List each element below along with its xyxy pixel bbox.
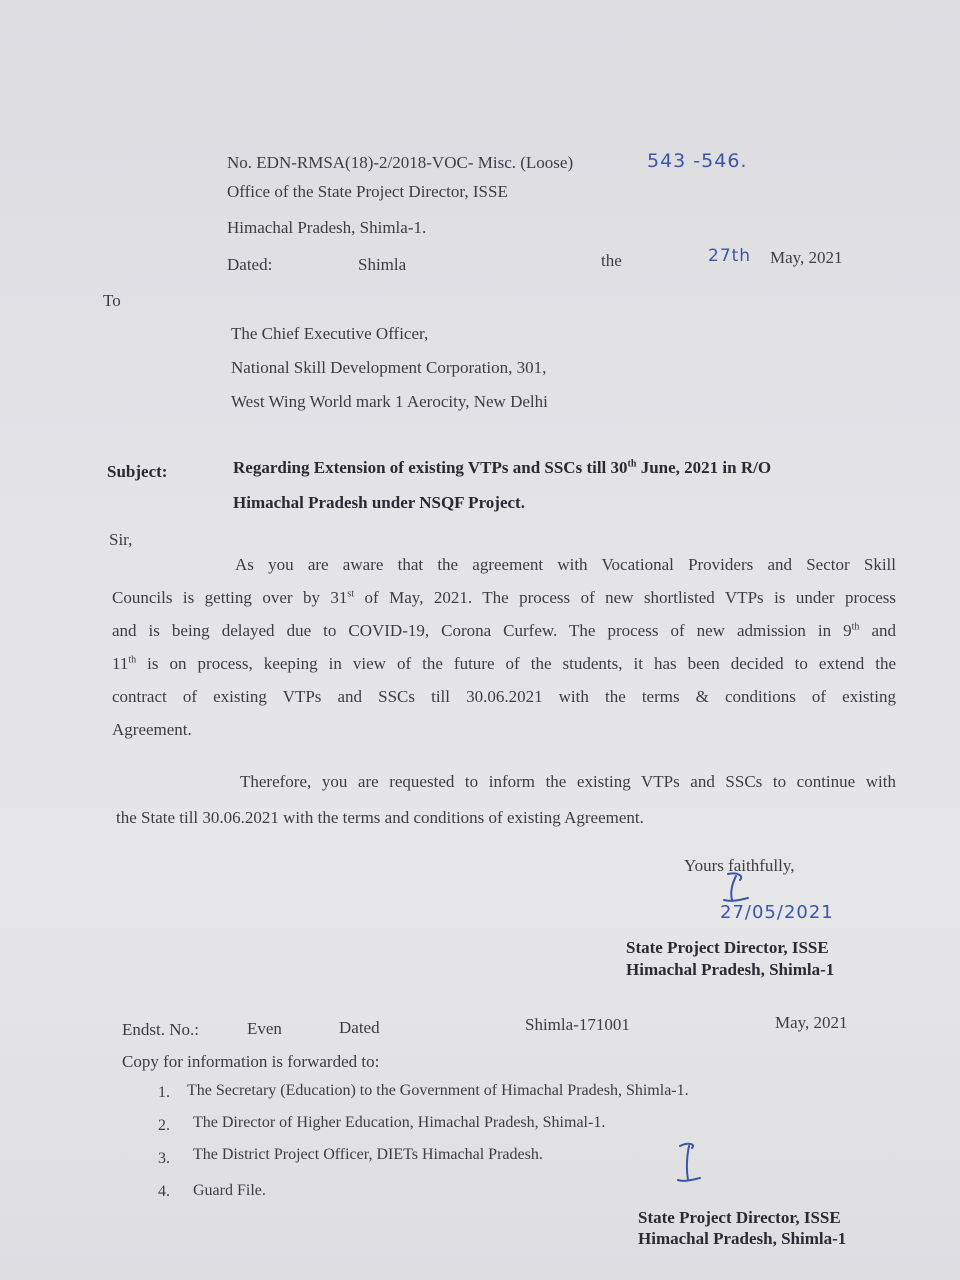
office-line-2: Himachal Pradesh, Shimla-1. (227, 218, 427, 237)
list-item: The District Project Officer, DIETs Himachal Pradesh. (193, 1146, 543, 1163)
list-item-number: 1. (158, 1084, 170, 1101)
list-item-number: 4. (158, 1183, 170, 1200)
list-item: The Director of Higher Education, Himachal Pradesh, Shimal-1. (193, 1114, 606, 1131)
salutation: Sir, (109, 530, 133, 549)
paragraph-1 (112, 548, 896, 746)
copy-forwarded-line: Copy for information is forwarded to: (122, 1052, 380, 1071)
dated-label: Dated: (227, 255, 273, 274)
paragraph-1-line-5: contract of existing VTPs and SSCs till 30.06.2021 with the terms & conditions of existing (112, 687, 896, 706)
list-item-number: 3. (158, 1150, 170, 1167)
endorsement-dated-label: Dated (339, 1018, 380, 1037)
handwritten-reference-range: 543 -546. (647, 150, 748, 172)
yours-faithfully: Yours faithfully, (684, 856, 795, 875)
subject-line-2: Himachal Pradesh under NSQF Project. (233, 493, 525, 512)
dated-the-label: the (601, 251, 622, 270)
subject-line-1: Regarding Extension of existing VTPs and SSCs till 30th June, 2021 in R/O (233, 458, 772, 477)
to-label: To (103, 291, 121, 310)
endorsement-even: Even (247, 1019, 282, 1038)
subject-label: Subject: (107, 462, 168, 481)
signatory-designation-1: State Project Director, ISSE (626, 938, 829, 957)
recipient-line-3: West Wing World mark 1 Aerocity, New Delhi (231, 392, 548, 411)
dated-place: Shimla (358, 255, 407, 274)
reference-number: No. EDN-RMSA(18)-2/2018-VOC- Misc. (Loose) (227, 153, 574, 172)
handwritten-day: 27th (708, 246, 752, 266)
office-line-1: Office of the State Project Director, ISSE (227, 182, 508, 201)
endorsement-designation-2: Himachal Pradesh, Shimla-1 (638, 1229, 847, 1248)
paragraph-1-line-6: Agreement. (112, 720, 192, 739)
paragraph-1-line-3: and is being delayed due to COVID-19, Corona Curfew. The process of new admission in 9th and (112, 621, 896, 640)
endorsement-designation-1: State Project Director, ISSE (638, 1208, 841, 1227)
list-item: Guard File. (193, 1182, 266, 1199)
list-item-number: 2. (158, 1117, 170, 1134)
signatory-designation-2: Himachal Pradesh, Shimla-1 (626, 960, 835, 979)
paragraph-2-line-2: the State till 30.06.2021 with the terms and conditions of existing Agreement. (116, 808, 644, 827)
paragraph-2-line-1: Therefore, you are requested to inform the existing VTPs and SSCs to continue with (240, 772, 896, 791)
paragraph-2 (116, 764, 896, 836)
endorsement-signature-mark (672, 1140, 706, 1186)
endorsement-place: Shimla-171001 (525, 1015, 630, 1034)
recipient-line-1: The Chief Executive Officer, (231, 324, 429, 343)
recipient-line-2: National Skill Development Corporation, 301, (231, 358, 547, 377)
signature-date: 27/05/2021 (720, 902, 834, 923)
endorsement-month-year: May, 2021 (775, 1013, 848, 1032)
paragraph-1-line-2: Councils is getting over by 31st of May, 2021. The process of new shortlisted VTPs is under process (112, 588, 896, 607)
paragraph-1-line-4: 11th is on process, keeping in view of the future of the students, it has been decided to extend the (112, 654, 896, 673)
endorsement-label: Endst. No.: (122, 1020, 199, 1039)
list-item: The Secretary (Education) to the Government of Himachal Pradesh, Shimla-1. (187, 1082, 689, 1099)
paragraph-1-line-1: As you are aware that the agreement with Vocational Providers and Sector Skill (235, 555, 896, 574)
dated-month-year: May, 2021 (770, 248, 843, 267)
